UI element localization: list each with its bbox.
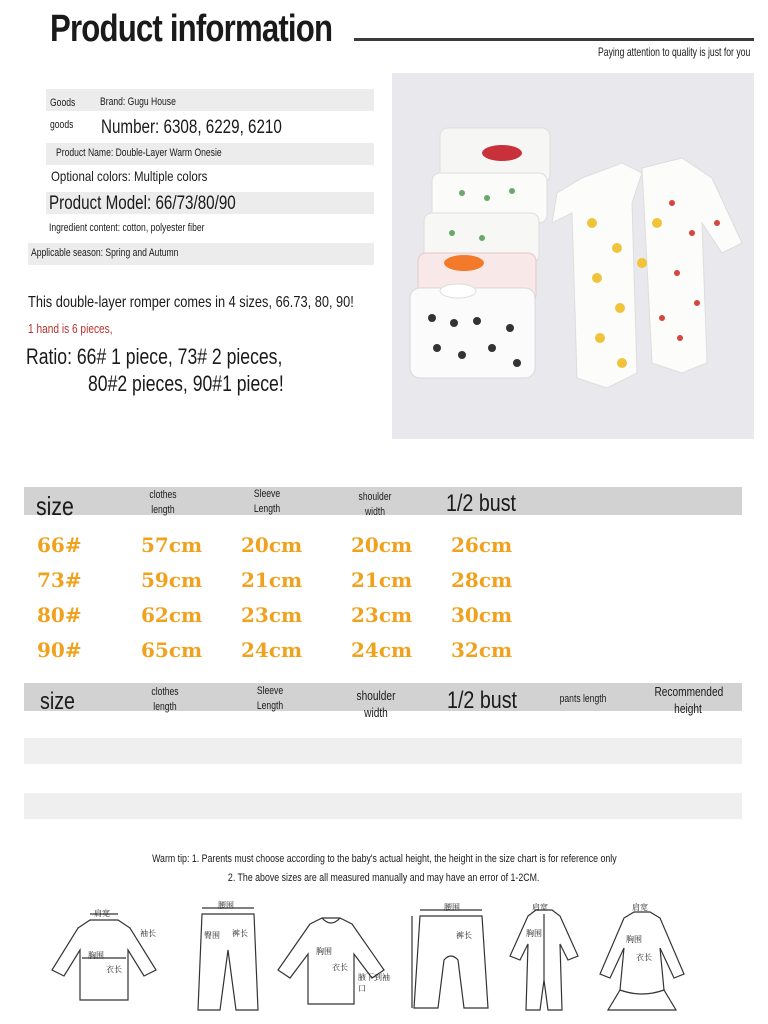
header-size: size [36,491,74,521]
title-divider [354,38,754,41]
page-title: Product information [50,8,333,50]
header2-recommended-height: Recommended height [654,684,724,716]
row-66-shoulder: 20cm [351,533,413,557]
row-80-sleeve: 23cm [241,603,303,627]
season-text: Applicable season: Spring and Autumn [31,247,179,259]
dress-diagram [596,900,688,1018]
goods-label: Goods [50,97,76,109]
label-clothes-4: 衣长 [636,953,652,962]
header2-half-bust: 1/2 bust [447,687,518,714]
product-model: Product Model: 66/73/80/90 [49,193,236,214]
row-73-sleeve: 21cm [241,568,303,592]
product-photo [392,73,754,439]
ratio-line-2: 80#2 pieces, 90#1 piece! [88,371,284,396]
raglan-shirt-diagram [272,900,390,1018]
label-pants: 裤长 [232,929,248,938]
optional-colors: Optional colors: Multiple colors [51,168,208,184]
info-band-1 [46,89,374,111]
row-90-shoulder: 24cm [351,638,413,662]
header2-shoulder-width: shoulder width [356,688,396,720]
sizes-description: This double-layer romper comes in 4 sizes, 66.73, 80, 90! [28,294,354,311]
goods-label-2: goods [50,119,74,131]
tip-line-1: Warm tip: 1. Parents must choose according to the baby's actual height, the height in the size chart is for reference only [151,853,617,865]
row-80-shoulder: 23cm [351,603,413,627]
row-73-length: 59cm [141,568,203,592]
row-90-sleeve: 24cm [241,638,303,662]
romper-diagram [506,900,582,1018]
header-sleeve-length: Sleeve Length [253,488,281,515]
tip-line-2: 2. The above sizes are all measured manually and may have an error of 1-2CM. [228,872,540,884]
pack-description: 1 hand is 6 pieces, [28,321,113,336]
row-90-bust: 32cm [451,638,513,662]
row-73-bust: 28cm [451,568,513,592]
header2-pants-length: pants length [559,693,607,705]
baby-pants-diagram [408,900,494,1018]
header2-size: size [40,688,76,715]
row-66-size: 66# [37,533,82,557]
label-shoulder: 肩宽 [94,909,110,918]
tagline: Paying attention to quality is just for you [598,45,751,59]
label-waist-2: 腰围 [444,903,460,912]
row-66-bust: 26cm [451,533,513,557]
row-66-sleeve: 20cm [241,533,303,557]
label-chest-3: 胸围 [526,929,542,938]
empty-table-row [24,738,742,764]
flat-onesies [552,158,742,388]
header-half-bust: 1/2 bust [446,490,517,517]
product-name: Product Name: Double-Layer Warm Onesie [56,147,222,159]
row-80-size: 80# [37,603,82,627]
row-73-shoulder: 21cm [351,568,413,592]
row-90-length: 65cm [141,638,203,662]
row-73-size: 73# [37,568,82,592]
label-chest-4: 胸围 [626,935,642,944]
folded-onesie-stack [410,128,550,378]
label-pants-2: 裤长 [456,931,472,940]
label-clothes: 衣长 [106,965,122,974]
label-underarm: 腋下到袖口 [358,973,390,993]
label-clothes-2: 衣长 [332,963,348,972]
header-clothes-length: clothes length [149,489,177,516]
label-waist: 腰围 [218,901,234,910]
row-80-bust: 30cm [451,603,513,627]
label-shoulder-3: 肩宽 [532,903,548,912]
empty-table-row [24,793,742,819]
header2-clothes-length: clothes length [151,686,179,713]
header2-sleeve-length: Sleeve Length [256,685,284,712]
number-text: Number: 6308, 6229, 6210 [101,117,282,138]
header-shoulder-width: shoulder width [358,491,392,518]
row-66-length: 57cm [141,533,203,557]
brand-text: Brand: Gugu House [100,96,176,108]
label-sleeve: 袖长 [140,929,156,938]
ratio-line-1: Ratio: 66# 1 piece, 73# 2 pieces, [26,344,283,369]
row-90-size: 90# [37,638,82,662]
label-chest-2: 胸围 [316,947,332,956]
ingredient-text: Ingredient content: cotton, polyester fiber [49,222,205,234]
row-80-length: 62cm [141,603,203,627]
tshirt-diagram [48,900,160,1018]
pants-diagram [192,900,264,1018]
label-hip: 臀围 [204,931,220,940]
label-chest: 胸围 [88,951,104,960]
label-shoulder-4: 肩宽 [632,903,648,912]
